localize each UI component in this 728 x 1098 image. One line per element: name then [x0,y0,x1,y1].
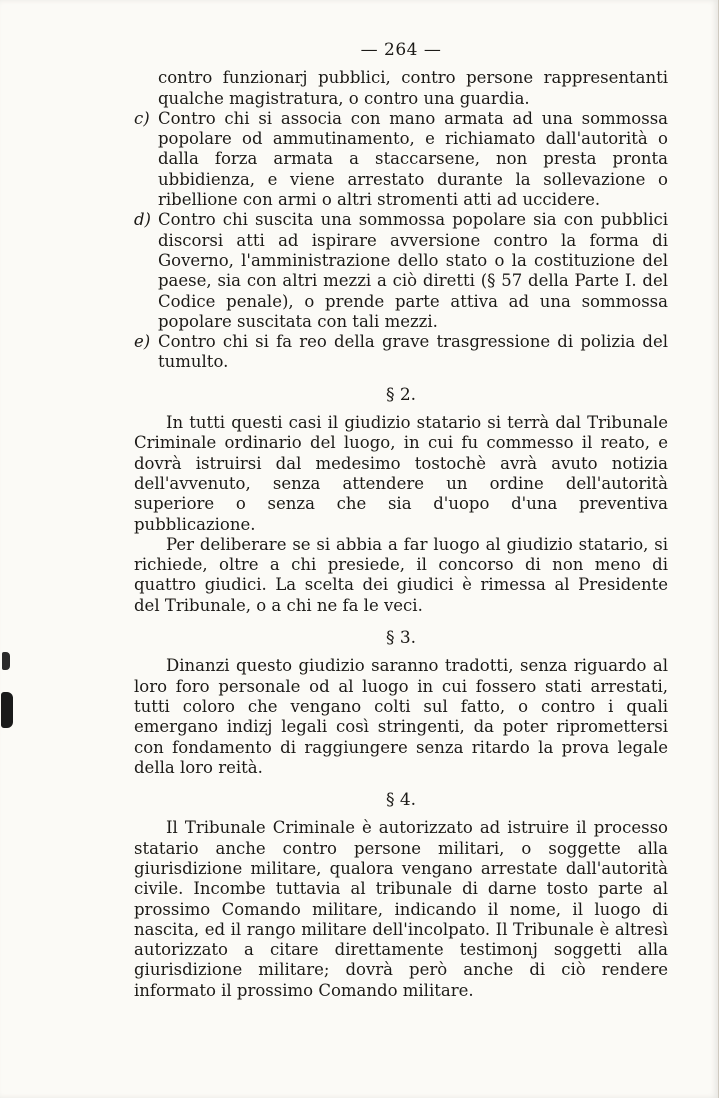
section-heading: § 3. [385,628,417,649]
intro-paragraph: contro funzionarj pubblici, contro persone rappresentanti qualche magistratura, o contro una guardia. [158,68,668,108]
binding-mark [2,652,10,670]
page-number: — 264 — [360,40,442,60]
item-marker: d) [134,210,151,230]
item-text: Contro chi si associa con mano armata ad una sommossa popolare od ammutinamento, e richiamato dall'autorità o dalla forza armata a staccarsene, non presta pronta ubbidienza, e viene arrestato durante la sollevazione o ribellione con armi o altri stromenti atti ad uccidere. [158,108,668,210]
paragraph: In tutti questi casi il giudizio statario si terrà dal Tribunale Criminale ordinario del luogo, in cui fu commesso il reato, e dovrà istruirsi dal medesimo tostochè avrà avuto notizia dell'avvenuto, senza attendere un ordine dell'autorità superiore o senza che sia d'uopo d'una preventiva pubblicazione. [134,413,668,534]
list-item [134,210,668,332]
paragraph: Il Tribunale Criminale è autorizzato ad istruire il processo statario anche contro persone militari, o soggette alla giurisdizione militare, qualora vengano arrestate dall'autorità civile. Incombe tuttavia al tribunale di darne tosto parte al prossimo Comando militare, indicando il nome, il luogo di nascita, ed il rango militare dell'incolpato. Il Tribunale è altresì autorizzato a citare direttamente testimonj soggetti alla giurisdizione militare; dovrà però anche di ciò rendere informato il prossimo Comando militare. [134,818,668,1000]
binding-mark [1,692,13,728]
list-item [134,109,668,210]
item-text: Contro chi si fa reo della grave trasgressione di polizia del tumulto. [158,332,668,372]
section-heading: § 2. [385,384,417,405]
list-item [134,332,668,373]
section-heading: § 4. [385,790,417,811]
item-text: Contro chi suscita una sommossa popolare sia con pubblici discorsi atti ad ispirare avversione contro la forma di Governo, l'amministrazione dello stato o la costituzione del paese, sia con altri mezzi a ciò diretti (§ 57 della Parte I. del Codice penale), o prende parte attiva ad una sommossa popolare suscitata con tali mezzi. [158,210,668,331]
item-marker: e) [134,332,151,352]
page-body [134,40,668,1001]
paragraph: Per deliberare se si abbia a far luogo al giudizio statario, si richiede, oltre a chi presiede, il concorso di non meno di quattro giudici. La scelta dei giudici è rimessa al Presidente del Tribunale, o a chi ne fa le veci. [134,534,668,615]
paragraph: Dinanzi questo giudizio saranno tradotti, senza riguardo al loro foro personale od al luogo in cui fossero stati arrestati, tutti coloro che vengano colti sul fatto, o contro i quali emergano indizj legali così stringenti, da poter ripromettersi con fondamento di raggiungere senza ritardo la prova legale della loro reità. [134,656,668,777]
item-marker: c) [134,108,150,128]
